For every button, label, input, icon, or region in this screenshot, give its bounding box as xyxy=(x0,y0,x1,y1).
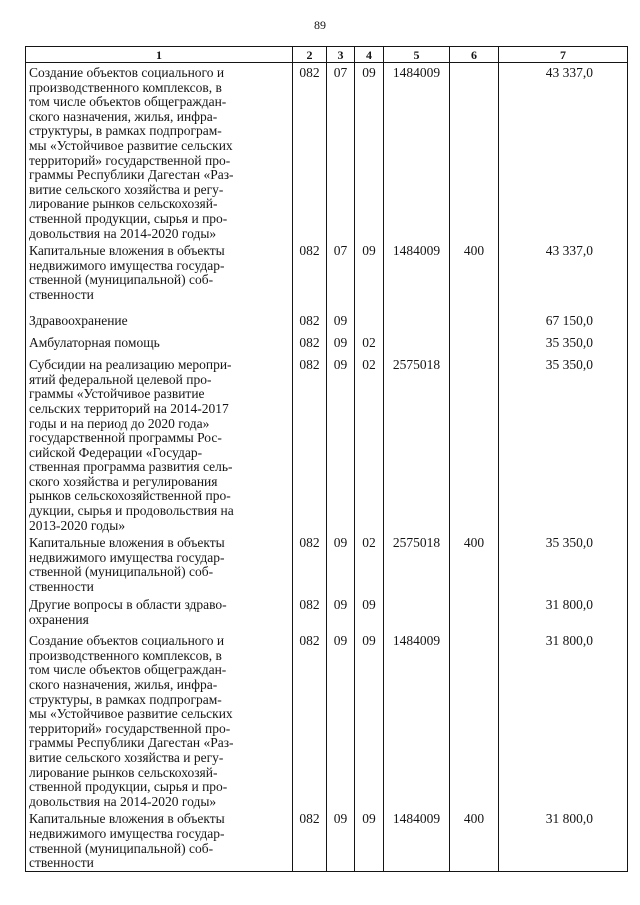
table-row xyxy=(26,355,628,533)
section-code: 082 xyxy=(293,809,327,871)
description-line: том числе объектов общеграждан- xyxy=(29,94,227,110)
amount: 43 337,0 xyxy=(499,63,628,242)
expense-type-code xyxy=(450,631,499,809)
chapter-code: 07 xyxy=(327,241,355,311)
expense-type-code xyxy=(450,63,499,242)
description-line: структуры, в рамках подпрограм- xyxy=(29,123,222,139)
expense-type-code: 400 xyxy=(450,809,499,871)
target-article-code xyxy=(384,311,450,333)
description-line: государственной программы Рос- xyxy=(29,430,222,446)
row-description xyxy=(26,631,293,809)
row-description xyxy=(26,809,293,871)
description-line: годы и на период до 2020 года» xyxy=(29,415,210,431)
description-line: мы «Устойчивое развитие сельских xyxy=(29,706,233,722)
chapter-code: 09 xyxy=(327,809,355,871)
section-code: 082 xyxy=(293,355,327,533)
target-article-code: 1484009 xyxy=(384,241,450,311)
section-code: 082 xyxy=(293,333,327,355)
column-header: 4 xyxy=(355,47,384,63)
row-description xyxy=(26,311,293,333)
section-code: 082 xyxy=(293,63,327,242)
description-line: ского назначения, жилья, инфра- xyxy=(29,108,218,124)
description-line: недвижимого имущества государ- xyxy=(29,825,225,841)
description-line: территорий» государственной про- xyxy=(29,720,231,736)
description-line: производственного комплексов, в xyxy=(29,79,222,95)
expense-type-code xyxy=(450,333,499,355)
description-line: рынков сельскохозяйственной про- xyxy=(29,488,231,504)
description-line: Капитальные вложения в объекты xyxy=(29,811,225,827)
description-line: Субсидии на реализацию меропри- xyxy=(29,357,232,373)
target-article-code xyxy=(384,595,450,631)
table-row xyxy=(26,241,628,311)
section-code: 082 xyxy=(293,311,327,333)
section-code: 082 xyxy=(293,533,327,595)
chapter-code: 09 xyxy=(327,631,355,809)
description-line: довольствия на 2014-2020 годы» xyxy=(29,225,217,241)
table-row xyxy=(26,595,628,631)
table-row xyxy=(26,533,628,595)
subsection-code: 09 xyxy=(355,809,384,871)
description-line: сийской Федерации «Государ- xyxy=(29,444,203,460)
expense-type-code xyxy=(450,355,499,533)
section-code: 082 xyxy=(293,595,327,631)
description-line: Капитальные вложения в объекты xyxy=(29,535,225,551)
description-line: дукции, сырья и продовольствия на xyxy=(29,503,234,519)
chapter-code: 09 xyxy=(327,533,355,595)
description-line: ственной продукции, сырья и про- xyxy=(29,779,228,795)
table-row xyxy=(26,333,628,355)
subsection-code: 02 xyxy=(355,333,384,355)
amount: 35 350,0 xyxy=(499,533,628,595)
target-article-code: 2575018 xyxy=(384,355,450,533)
description-line: ственности xyxy=(29,855,94,871)
description-line: Создание объектов социального и xyxy=(29,633,225,649)
description-line: ственной (муниципальной) соб- xyxy=(29,840,214,856)
table-row xyxy=(26,631,628,809)
chapter-code: 09 xyxy=(327,595,355,631)
table-row xyxy=(26,63,628,242)
description-line: ского хозяйства и регулирования xyxy=(29,473,218,489)
description-line: ственной продукции, сырья и про- xyxy=(29,210,228,226)
description-line: граммы «Устойчивое развитие xyxy=(29,386,205,402)
subsection-code: 02 xyxy=(355,533,384,595)
description-line: ственной (муниципальной) соб- xyxy=(29,272,214,288)
row-description xyxy=(26,595,293,631)
target-article-code: 1484009 xyxy=(384,63,450,242)
column-header: 7 xyxy=(499,47,628,63)
column-header: 2 xyxy=(293,47,327,63)
description-line: мы «Устойчивое развитие сельских xyxy=(29,137,233,153)
table-row xyxy=(26,311,628,333)
row-description xyxy=(26,63,293,242)
subsection-code: 09 xyxy=(355,241,384,311)
expense-type-code xyxy=(450,595,499,631)
amount: 31 800,0 xyxy=(499,631,628,809)
row-description xyxy=(26,533,293,595)
target-article-code: 1484009 xyxy=(384,631,450,809)
description-line: недвижимого имущества государ- xyxy=(29,257,225,273)
description-line: ственной (муниципальной) соб- xyxy=(29,564,214,580)
description-line: довольствия на 2014-2020 годы» xyxy=(29,793,217,809)
subsection-code: 02 xyxy=(355,355,384,533)
description-line: витие сельского хозяйства и регу- xyxy=(29,750,224,765)
page-number: 89 xyxy=(314,18,326,32)
description-line: граммы Республики Дагестан «Раз- xyxy=(29,167,234,183)
description-line: ственная программа развития сель- xyxy=(29,459,233,475)
subsection-code xyxy=(355,311,384,333)
description-line: Капитальные вложения в объекты xyxy=(29,243,225,259)
section-code: 082 xyxy=(293,631,327,809)
column-header: 3 xyxy=(327,47,355,63)
budget-table xyxy=(25,46,628,872)
expense-type-code xyxy=(450,311,499,333)
column-header: 1 xyxy=(26,47,293,63)
description-line: охранения xyxy=(29,611,89,627)
description-line: том числе объектов общеграждан- xyxy=(29,662,227,678)
subsection-code: 09 xyxy=(355,631,384,809)
description-line: Другие вопросы в области здраво- xyxy=(29,597,227,613)
description-line: граммы Республики Дагестан «Раз- xyxy=(29,735,234,751)
description-line: территорий» государственной про- xyxy=(29,152,231,168)
expense-type-code: 400 xyxy=(450,241,499,311)
description-line: Создание объектов социального и xyxy=(29,65,225,80)
amount: 35 350,0 xyxy=(499,333,628,355)
amount: 31 800,0 xyxy=(499,595,628,631)
row-description xyxy=(26,333,293,355)
row-description xyxy=(26,241,293,311)
description-line: ского назначения, жилья, инфра- xyxy=(29,677,218,693)
description-line: Здравоохранение xyxy=(29,313,128,329)
amount: 31 800,0 xyxy=(499,809,628,871)
expense-type-code: 400 xyxy=(450,533,499,595)
description-line: лирование рынков сельскохозяй- xyxy=(29,196,218,212)
section-code: 082 xyxy=(293,241,327,311)
amount: 67 150,0 xyxy=(499,311,628,333)
column-header: 5 xyxy=(384,47,450,63)
subsection-code: 09 xyxy=(355,63,384,242)
description-line: лирование рынков сельскохозяй- xyxy=(29,764,218,780)
amount: 35 350,0 xyxy=(499,355,628,533)
description-line: сельских территорий на 2014-2017 xyxy=(29,400,229,416)
target-article-code: 2575018 xyxy=(384,533,450,595)
description-line: 2013-2020 годы» xyxy=(29,517,126,533)
description-line: ятий федеральной целевой про- xyxy=(29,371,212,387)
description-line: витие сельского хозяйства и регу- xyxy=(29,181,224,197)
description-line: ственности xyxy=(29,286,94,302)
target-article-code xyxy=(384,333,450,355)
column-header: 6 xyxy=(450,47,499,63)
chapter-code: 07 xyxy=(327,63,355,242)
target-article-code: 1484009 xyxy=(384,809,450,871)
row-description xyxy=(26,355,293,533)
description-line: недвижимого имущества государ- xyxy=(29,549,225,565)
header-row xyxy=(26,47,628,63)
chapter-code: 09 xyxy=(327,355,355,533)
chapter-code: 09 xyxy=(327,333,355,355)
subsection-code: 09 xyxy=(355,595,384,631)
amount: 43 337,0 xyxy=(499,241,628,311)
description-line: ственности xyxy=(29,579,94,595)
description-line: структуры, в рамках подпрограм- xyxy=(29,691,222,707)
chapter-code: 09 xyxy=(327,311,355,333)
description-line: Амбулаторная помощь xyxy=(29,335,160,351)
description-line: производственного комплексов, в xyxy=(29,647,222,663)
table-row xyxy=(26,809,628,871)
